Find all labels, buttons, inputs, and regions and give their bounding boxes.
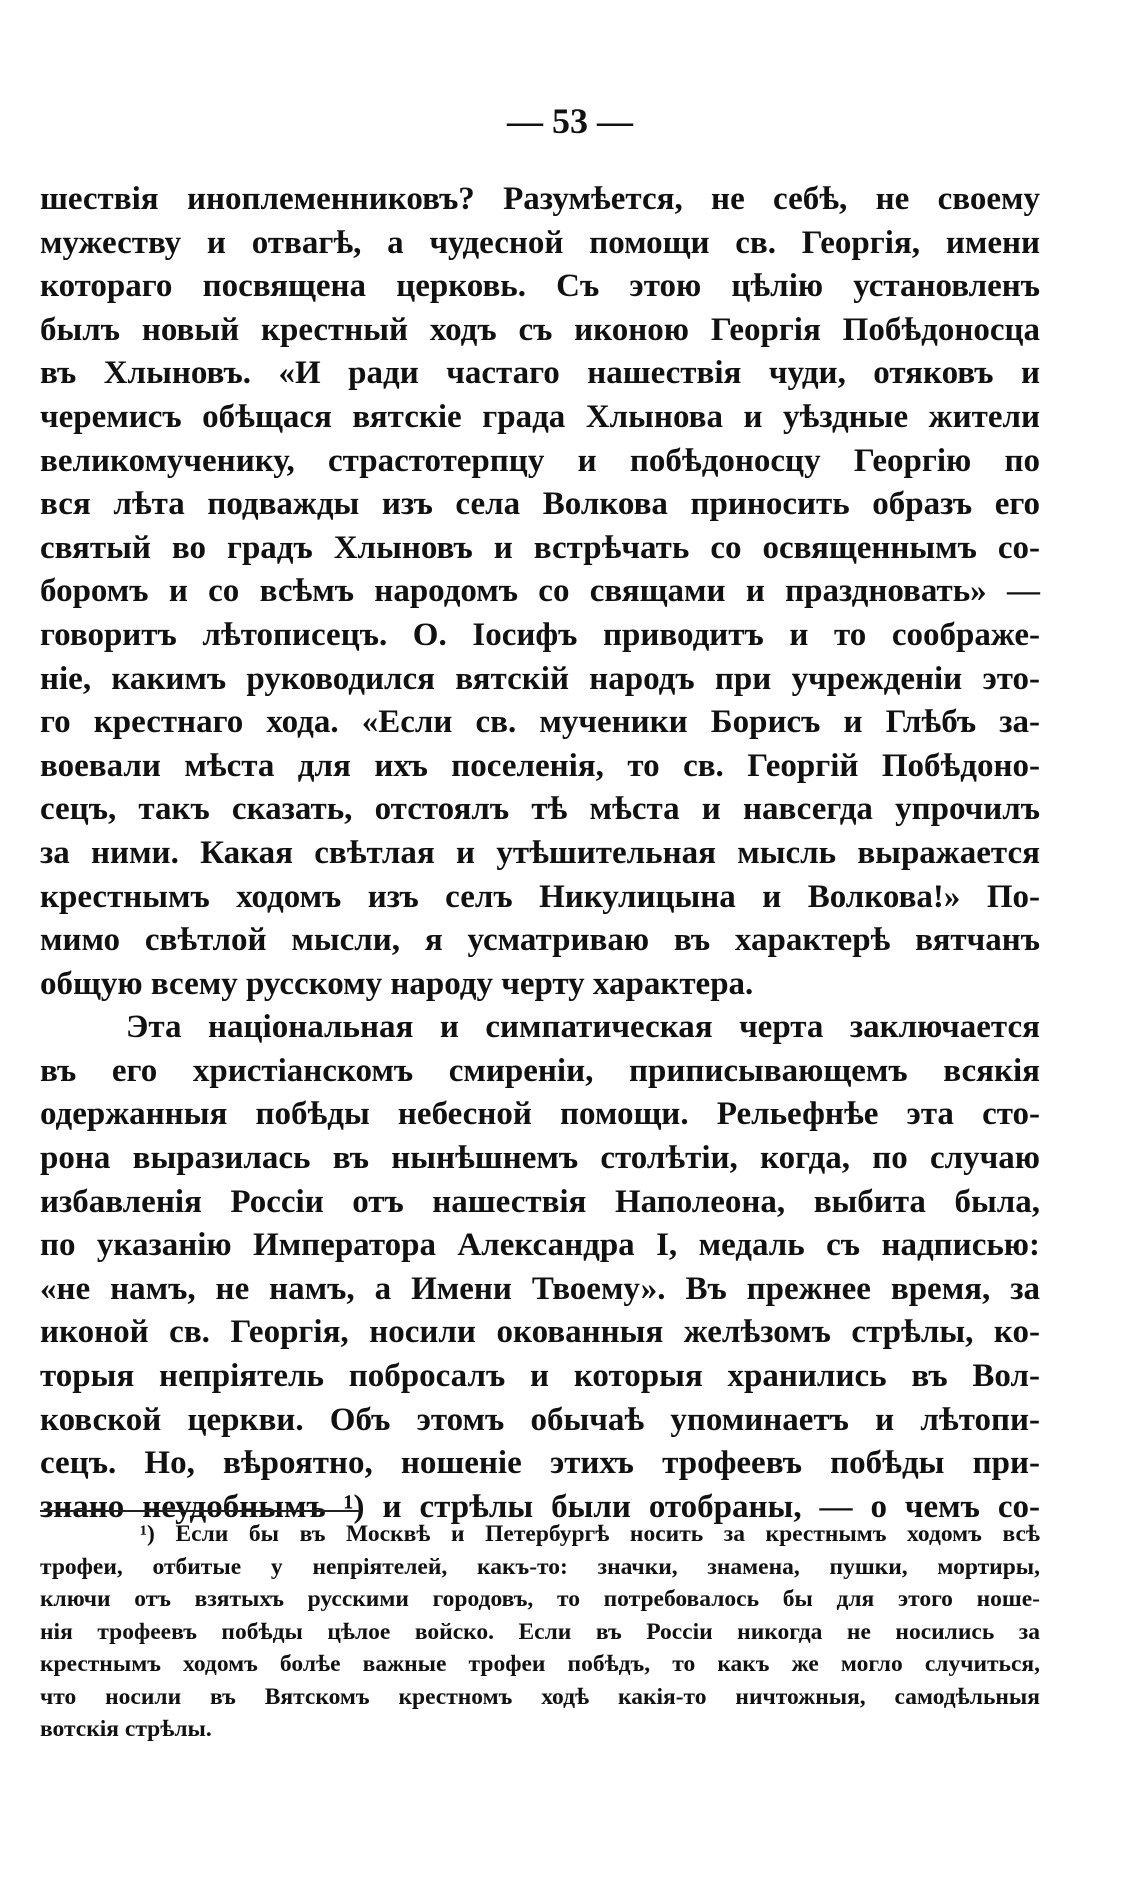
page-number: — 53 — [507,101,633,141]
text-line: по указанію Императора Александра I, медаль съ надписью: [40,1227,1040,1264]
text-line: говоритъ лѣтописецъ. О. Іосифъ приводитъ и то соображе- [40,616,1040,653]
text-line: знано неудобнымъ ¹) и стрѣлы были отобраны, — о чемъ со- [40,1488,1040,1525]
text-line: сецъ. Но, вѣроятно, ношеніе этихъ трофеевъ побѣды при- [40,1445,1040,1482]
text-line: мимо свѣтлой мысли, я усматриваю въ характерѣ вятчанъ [40,922,1040,959]
footnote-line: вотскія стрѣлы. [40,1716,212,1742]
text-line: ніе, какимъ руководился вятскій народъ при учрежденіи это- [40,660,1040,697]
text-line: вся лѣта подважды изъ села Волкова приносить образъ его [40,486,1040,523]
text-line: общую всему русскому народу черту характера. [40,965,754,1002]
text-line: торыя непріятель побросалъ и которыя хранились въ Вол- [40,1358,1040,1395]
text-line: мужеству и отвагѣ, а чудесной помощи св. Георгія, имени [40,224,1040,261]
text-line: рона выразилась въ нынѣшнемъ столѣтіи, когда, по случаю [40,1140,1040,1177]
text-line: въ Хлыновъ. «И ради частаго нашествія чуди, отяковъ и [40,355,1040,392]
text-line: воевали мѣста для ихъ поселенія, то св. Георгій Побѣдоно- [40,747,1040,784]
footnote-line: ключи отъ взятыхъ русскими городовъ, то потребовалось бы для этого ноше- [40,1586,1040,1612]
footnote-line: нія трофеевъ побѣды цѣлое войско. Если въ Россіи никогда не носились за [40,1618,1040,1645]
text-line: шествія иноплеменниковъ? Разумѣется, не себѣ, не своему [40,181,1040,217]
main-text [40,178,1040,1529]
text-line: ковской церкви. Объ этомъ обычаѣ упоминаетъ и лѣтопи- [40,1401,1040,1438]
text-line: великомученику, страстотерпцу и побѣдоносцу Георгію по [40,442,1040,479]
footnote-line: трофеи, отбитые у непріятелей, какъ-то: значки, знамена, пушки, мортиры, [40,1553,1040,1580]
text-line: го крестнаго хода. «Если св. мученики Борисъ и Глѣбъ за- [40,704,1040,741]
paragraph-first-line: Эта національная и симпатическая черта заключается [126,1009,1040,1046]
text-line: иконой св. Георгія, носили окованныя желѣзомъ стрѣлы, ко- [40,1314,1040,1351]
text-line: святый во градъ Хлыновъ и встрѣчать со освященнымъ со- [40,529,1040,566]
text-line: котораго посвящена церковь. Съ этою цѣлію установленъ [40,268,1040,305]
text-line: боромъ и со всѣмъ народомъ со свящами и праздновать» — [40,573,1040,610]
footnote-divider [40,1510,360,1512]
footnote-line: ¹) Если бы въ Москвѣ и Петербургѣ носить за крестнымъ ходомъ всѣ [140,1521,1040,1547]
footnote-line: крестнымъ ходомъ болѣе важные трофеи побѣдъ, то какъ же могло случиться, [40,1651,1040,1677]
text-line: черемисъ обѣщася вятскіе града Хлынова и уѣздные жители [40,398,1040,435]
text-line: «не намъ, не намъ, а Имени Твоему». Въ прежнее время, за [40,1270,1040,1307]
text-line: крестнымъ ходомъ изъ селъ Никулицына и Волкова!» По- [40,878,1040,915]
text-line: за ними. Какая свѣтлая и утѣшительная мысль выражается [40,834,1040,871]
text-line: въ его христіанскомъ смиреніи, приписывающемъ всякія [40,1052,1040,1089]
text-line: избавленія Россіи отъ нашествія Наполеона, выбита была, [40,1183,1040,1220]
text-line: одержанныя побѣды небесной помощи. Рельефнѣе эта сто- [40,1096,1040,1133]
footnote-line: что носили въ Вятскомъ крестномъ ходѣ какія-то ничтожныя, самодѣльныя [40,1683,1040,1710]
text-line: сецъ, такъ сказать, отстоялъ тѣ мѣста и навсегда упрочилъ [40,791,1040,828]
footnotes [40,1518,1040,1746]
text-line: былъ новый крестный ходъ съ иконою Георгія Побѣдоносца [40,311,1040,348]
